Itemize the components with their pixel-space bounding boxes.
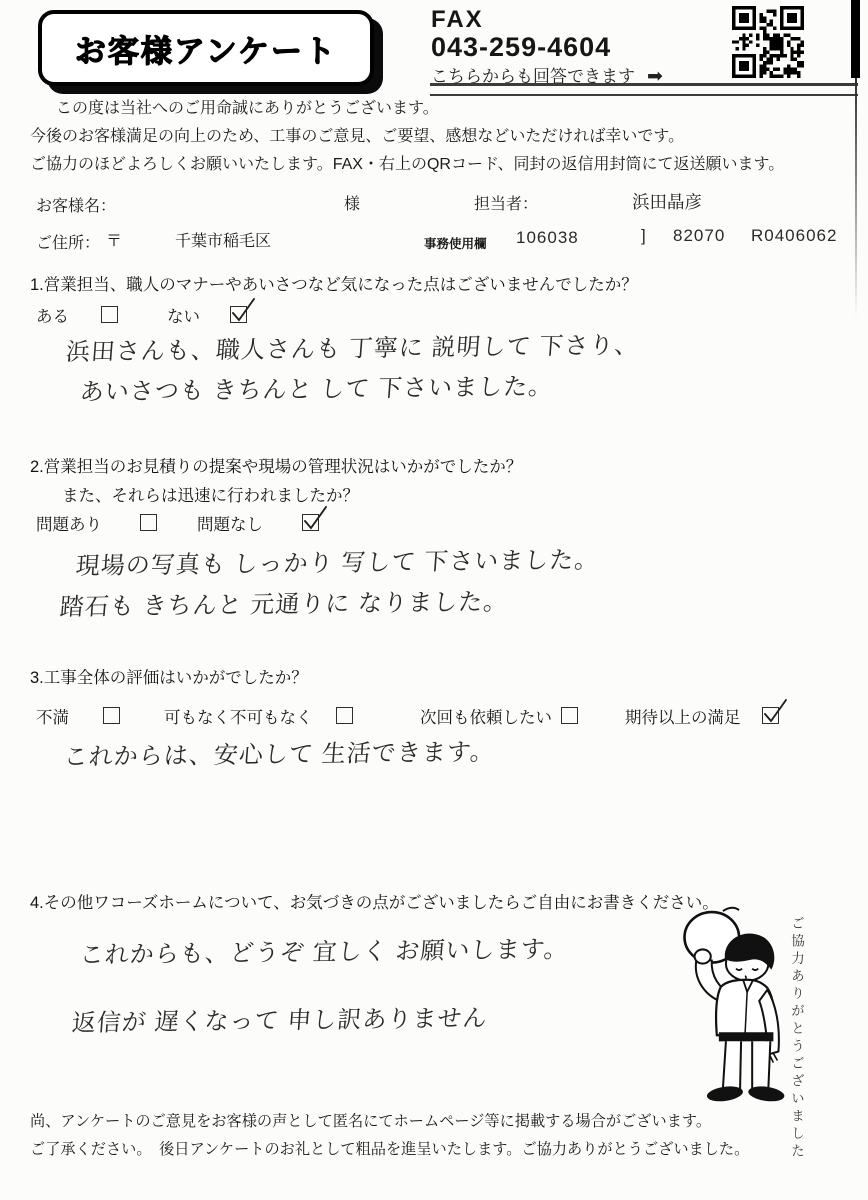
office-code-2: 82070	[673, 226, 726, 245]
scan-artifact-bar	[851, 0, 860, 78]
q4-handwritten-line-2: 返信が 遅くなって 申し訳ありません	[70, 1004, 489, 1037]
left-leg	[723, 1041, 741, 1088]
address-city: 千葉市稲毛区	[175, 233, 272, 250]
rep-label: 担当者：	[474, 196, 539, 213]
address-label: ご住所：	[36, 235, 101, 252]
q2-handwritten-line-2: 踏石も きちんと 元通りに なりました。	[58, 588, 510, 621]
office-bracket: ]	[641, 226, 647, 245]
q1-option-aru-label: ある	[36, 308, 69, 326]
question-3-heading: 3.工事全体の評価はいかがでしたか？	[30, 669, 308, 687]
q2-option-ari-label: 問題あり	[36, 516, 102, 534]
question-4-heading: 4.その他ワコーズホームについて、お気づきの点がございましたらご自由にお書きください。	[30, 894, 719, 912]
check-mark-icon	[299, 505, 329, 535]
q3-checkbox-jikai[interactable]	[561, 707, 578, 724]
q3-option-kamonaku-label: 可もなく不可もなく	[164, 709, 313, 727]
q1-handwritten-line-2: あいさつも きちんと して 下さいました。	[78, 373, 555, 406]
q1-checkbox-aru[interactable]	[101, 306, 118, 323]
belt	[719, 1032, 774, 1041]
q2-checkbox-ari[interactable]	[140, 514, 157, 531]
q3-handwritten-line-1: これからは、安心して 生活できます。	[62, 738, 496, 771]
intro-line-2: 今後のお客様満足の向上のため、工事のご意見、ご要望、感想などいただければ幸いです。	[30, 128, 685, 145]
footer-line-2: ご了承ください。 後日アンケートのお礼として粗品を進呈いたします。ご協力ありがとうございました。	[30, 1141, 750, 1158]
vertical-thanks-text: ご協力ありがとうございました	[789, 916, 804, 1161]
office-code-1: 106038	[516, 228, 579, 247]
q1-option-nai-label: ない	[167, 308, 200, 326]
scan-artifact-line	[855, 78, 857, 318]
right-leg	[752, 1041, 770, 1088]
question-1-heading: 1.営業担当、職人のマナーやあいさつなど気になった点はございませんでしたか？	[30, 276, 638, 294]
bowing-worker-illustration	[672, 906, 796, 1108]
office-code-3: R0406062	[751, 226, 838, 245]
customer-name-label: お客様名：	[36, 198, 117, 215]
rep-name: 浜田晶彦	[632, 192, 702, 212]
check-mark-icon	[759, 698, 789, 728]
q3-option-jikai-label: 次回も依頼したい	[420, 709, 552, 727]
intro-line-3: ご協力のほどよろしくお願いいたします。FAX・右上のQRコード、同封の返信用封筒にて返送願います。	[30, 156, 785, 173]
check-mark-icon	[227, 297, 257, 327]
intro-line-1: この度は当社へのご用命誠にありがとうございます。	[56, 100, 439, 117]
double-rule	[430, 83, 858, 96]
q3-checkbox-kitai[interactable]	[762, 707, 779, 724]
fax-note: こちらからも回答できます ➡	[431, 66, 663, 87]
question-2-subheading: また、それらは迅速に行われましたか？	[62, 487, 359, 505]
qr-code	[724, 6, 812, 78]
form-title-box	[38, 10, 374, 86]
q1-checkbox-nai[interactable]	[230, 306, 247, 323]
q2-handwritten-line-1: 現場の写真も しっかり 写して 下さいました。	[74, 546, 601, 580]
honorific-label: 様	[344, 196, 361, 213]
q3-option-fuman-label: 不満	[36, 709, 69, 727]
postal-mark: 〒	[106, 233, 123, 250]
question-2-heading: 2.営業担当のお見積りの提案や現場の管理状況はいかがでしたか？	[30, 458, 523, 476]
q1-handwritten-line-1: 浜田さんも、職人さんも 丁寧に 説明して 下さり、	[64, 332, 641, 366]
fax-label: FAX	[431, 6, 484, 33]
office-use-label: 事務使用欄	[424, 237, 487, 251]
q3-option-kitai-label: 期待以上の満足	[625, 709, 741, 727]
fax-number: 043-259-4604	[431, 32, 612, 62]
q2-checkbox-nashi[interactable]	[302, 514, 319, 531]
q4-handwritten-line-1: これからも、どうぞ 宜しく お願いします。	[78, 936, 570, 969]
footer-line-1: 尚、アンケートのご意見をお客様の声として匿名にてホームページ等に掲載する場合がございます。	[30, 1113, 712, 1130]
q3-checkbox-kamonaku[interactable]	[336, 707, 353, 724]
q3-checkbox-fuman[interactable]	[103, 707, 120, 724]
arrow-right-icon: ➡	[647, 66, 663, 87]
hand-on-hat	[695, 949, 711, 963]
form-title: お客様アンケート	[74, 33, 338, 69]
q2-option-nashi-label: 問題なし	[197, 516, 263, 534]
